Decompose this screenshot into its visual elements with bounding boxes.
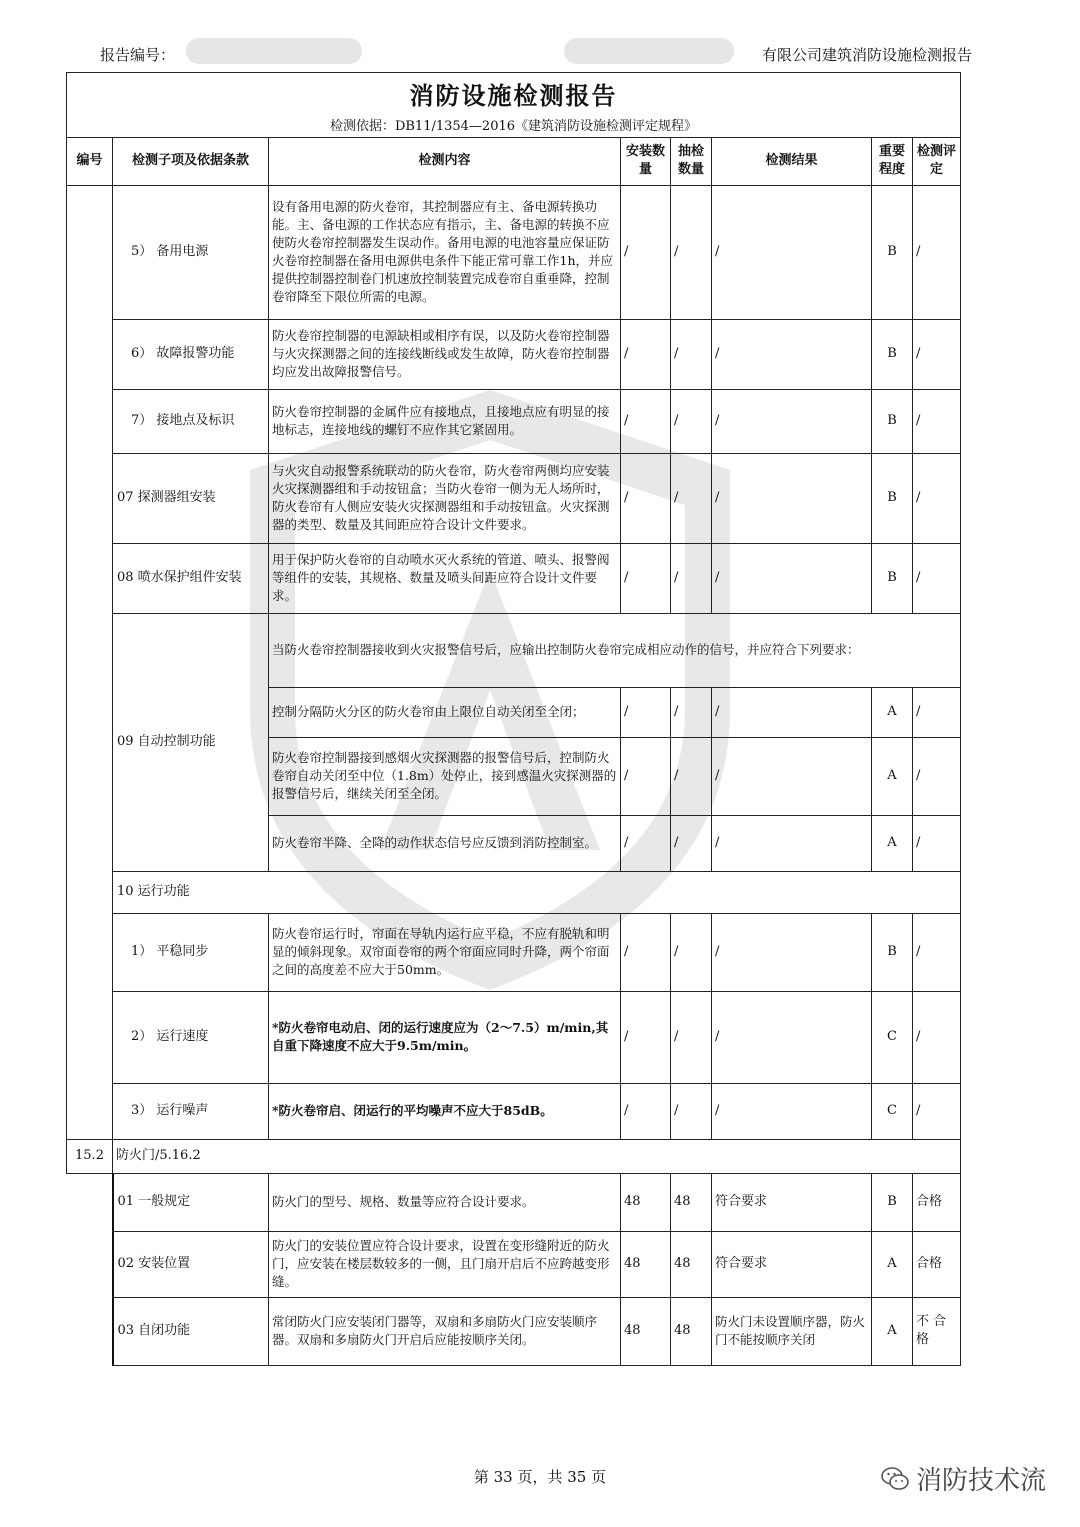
- item-cell: 08 喷水保护组件安装: [113, 543, 269, 613]
- sample-qty-cell: /: [671, 543, 712, 613]
- importance-cell: A: [872, 1231, 913, 1297]
- content-cell: *防火卷帘电动启、闭的运行速度应为（2～7.5）m/min,其自重下降速度不应大于9.5m/min。: [269, 991, 621, 1083]
- result-cell: /: [712, 389, 872, 453]
- report-title: 消防设施检测报告: [67, 73, 961, 117]
- importance-cell: B: [872, 913, 913, 991]
- wechat-icon: [880, 1465, 910, 1493]
- install-qty-cell: 48: [621, 1173, 671, 1231]
- importance-cell: B: [872, 543, 913, 613]
- table-row: [67, 913, 961, 991]
- sample-qty-cell: /: [671, 687, 712, 737]
- item-cell: 5） 备用电源: [113, 185, 269, 319]
- importance-cell: A: [872, 1297, 913, 1365]
- content-cell: *防火卷帘启、闭运行的平均噪声不应大于85dB。: [269, 1083, 621, 1139]
- section-no-cell: [67, 185, 113, 1139]
- item-cell: 7） 接地点及标识: [113, 389, 269, 453]
- evaluation-cell: 合格: [913, 1231, 961, 1297]
- evaluation-cell: /: [913, 1083, 961, 1139]
- importance-cell: A: [872, 687, 913, 737]
- item-cell: 2） 运行速度: [113, 991, 269, 1083]
- sample-qty-cell: 48: [671, 1173, 712, 1231]
- result-cell: /: [712, 913, 872, 991]
- evaluation-cell: /: [913, 815, 961, 871]
- evaluation-cell: /: [913, 453, 961, 543]
- content-cell: 防火卷帘半降、全降的动作状态信号应反馈到消防控制室。: [269, 815, 621, 871]
- brand-watermark: [880, 1460, 1046, 1497]
- table-row: [67, 1297, 961, 1365]
- result-cell: 符合要求: [712, 1173, 872, 1231]
- importance-cell: A: [872, 815, 913, 871]
- content-cell: 用于保护防火卷帘的自动喷水灭火系统的管道、喷头、报警阀等组件的安装，其规格、数量及喷头间距应符合设计文件要求。: [269, 543, 621, 613]
- content-intro-cell: 当防火卷帘控制器接收到火灾报警信号后，应输出控制防火卷帘完成相应动作的信号，并应符合下列要求：: [269, 613, 961, 687]
- item-cell: 01 一般规定: [113, 1173, 269, 1231]
- evaluation-cell: /: [913, 737, 961, 815]
- install-qty-cell: 48: [621, 1231, 671, 1297]
- table-row: [67, 1173, 961, 1231]
- result-cell: /: [712, 991, 872, 1083]
- content-cell: 防火门的型号、规格、数量等应符合设计要求。: [269, 1173, 621, 1231]
- sample-qty-cell: /: [671, 185, 712, 319]
- evaluation-cell: /: [913, 389, 961, 453]
- install-qty-cell: /: [621, 453, 671, 543]
- col-header-no: 编号: [67, 137, 113, 185]
- result-cell: /: [712, 319, 872, 389]
- sample-qty-cell: /: [671, 389, 712, 453]
- evaluation-cell: /: [913, 913, 961, 991]
- inspection-basis: 检测依据：DB11/1354—2016《建筑消防设施检测评定规程》: [67, 117, 961, 138]
- content-cell: 设有备用电源的防火卷帘，其控制器应有主、备电源转换功能。主、备电源的工作状态应有指示，主、备电源的转换不应使防火卷帘控制器发生误动作。备用电源的电池容量应保证防火卷帘控制器在备用电源供电条件下能正常可靠工作1h，并应提供控制器控制卷门机速放控制装置完成卷帘自重垂降，控制卷帘降至下限位所需的电源。: [269, 185, 621, 319]
- result-cell: 符合要求: [712, 1231, 872, 1297]
- sample-qty-cell: /: [671, 737, 712, 815]
- content-cell: 防火卷帘控制器的金属件应有接地点，且接地点应有明显的接地标志，连接地线的螺钉不应作其它紧固用。: [269, 389, 621, 453]
- install-qty-cell: /: [621, 737, 671, 815]
- content-cell: 常闭防火门应安装闭门器等，双扇和多扇防火门应安装顺序器。双扇和多扇防火门开启后应能按顺序关闭。: [269, 1297, 621, 1365]
- result-cell: 防火门未设置顺序器，防火门不能按顺序关闭: [712, 1297, 872, 1365]
- result-cell: /: [712, 453, 872, 543]
- redacted-company-name: [564, 38, 734, 64]
- importance-cell: C: [872, 1083, 913, 1139]
- col-header-result: 检测结果: [712, 137, 872, 185]
- result-cell: /: [712, 687, 872, 737]
- install-qty-cell: /: [621, 815, 671, 871]
- table-row: [67, 991, 961, 1083]
- install-qty-cell: /: [621, 687, 671, 737]
- evaluation-cell: /: [913, 543, 961, 613]
- table-row: [67, 1231, 961, 1297]
- report-number-label: 报告编号：: [100, 46, 176, 64]
- install-qty-cell: /: [621, 1083, 671, 1139]
- evaluation-cell: /: [913, 185, 961, 319]
- result-cell: /: [712, 737, 872, 815]
- sample-qty-cell: 48: [671, 1231, 712, 1297]
- inspection-table: [66, 72, 961, 1366]
- sample-qty-cell: /: [671, 913, 712, 991]
- importance-cell: A: [872, 737, 913, 815]
- col-header-install-qty: 安装数量: [621, 137, 671, 185]
- item-cell: 03 自闭功能: [113, 1297, 269, 1365]
- sample-qty-cell: /: [671, 815, 712, 871]
- col-header-content: 检测内容: [269, 137, 621, 185]
- section-title: 防火门/5.16.2: [113, 1139, 961, 1173]
- col-header-importance: 重要程度: [872, 137, 913, 185]
- table-header-row: [67, 137, 961, 185]
- sample-qty-cell: /: [671, 991, 712, 1083]
- importance-cell: B: [872, 185, 913, 319]
- sample-qty-cell: /: [671, 1083, 712, 1139]
- importance-cell: B: [872, 319, 913, 389]
- importance-cell: B: [872, 1173, 913, 1231]
- content-cell: 防火门的安装位置应符合设计要求，设置在变形缝附近的防火门，应安装在楼层数较多的一侧，且门扇开启后不应跨越变形缝。: [269, 1231, 621, 1297]
- importance-cell: B: [872, 389, 913, 453]
- sample-qty-cell: 48: [671, 1297, 712, 1365]
- install-qty-cell: /: [621, 319, 671, 389]
- install-qty-cell: /: [621, 185, 671, 319]
- table-row: [67, 185, 961, 319]
- content-cell: 与火灾自动报警系统联动的防火卷帘，防火卷帘两侧均应安装火灾探测器组和手动按钮盒；当防火卷帘一侧为无人场所时，防火卷帘有人侧应安装火灾探测器组和手动按钮盒。火灾探测器的类型、数量及其间距应符合设计文件要求。: [269, 453, 621, 543]
- evaluation-cell: 不 合格: [913, 1297, 961, 1365]
- content-cell: 控制分隔防火分区的防火卷帘由上限位自动关闭至全闭；: [269, 687, 621, 737]
- company-report-name: 有限公司建筑消防设施检测报告: [761, 46, 972, 64]
- section-header-row: [67, 1139, 961, 1173]
- content-cell: 防火卷帘运行时，帘面在导轨内运行应平稳，不应有脱轨和明显的倾斜现象。双帘面卷帘的两个帘面应同时升降，两个帘面之间的高度差不应大于50mm。: [269, 913, 621, 991]
- table-row: [67, 543, 961, 613]
- evaluation-cell: /: [913, 991, 961, 1083]
- table-row: [67, 1083, 961, 1139]
- col-header-item: 检测子项及依据条款: [113, 137, 269, 185]
- install-qty-cell: /: [621, 389, 671, 453]
- section-no-cell: [67, 1173, 113, 1365]
- result-cell: /: [712, 543, 872, 613]
- evaluation-cell: /: [913, 319, 961, 389]
- install-qty-cell: /: [621, 991, 671, 1083]
- install-qty-cell: /: [621, 543, 671, 613]
- col-header-evaluation: 检测评定: [913, 137, 961, 185]
- evaluation-cell: /: [913, 687, 961, 737]
- evaluation-cell: 合格: [913, 1173, 961, 1231]
- result-cell: /: [712, 185, 872, 319]
- install-qty-cell: /: [621, 913, 671, 991]
- subsection-title-cell: 10 运行功能: [113, 871, 961, 913]
- section-no: 15.2: [67, 1139, 113, 1173]
- item-cell: 09 自动控制功能: [113, 613, 269, 871]
- content-cell: 防火卷帘控制器的电源缺相或相序有误，以及防火卷帘控制器与火灾探测器之间的连接线断线或发生故障，防火卷帘控制器均应发出故障报警信号。: [269, 319, 621, 389]
- importance-cell: C: [872, 991, 913, 1083]
- item-cell: 1） 平稳同步: [113, 913, 269, 991]
- brand-name: 消防技术流: [915, 1466, 1046, 1496]
- page-number: 第 33 页，共 35 页: [473, 1468, 607, 1486]
- table-row: [67, 871, 961, 913]
- redacted-report-number: [186, 38, 362, 64]
- item-cell: 07 探测器组安装: [113, 453, 269, 543]
- table-row: [67, 453, 961, 543]
- result-cell: /: [712, 1083, 872, 1139]
- sample-qty-cell: /: [671, 319, 712, 389]
- importance-cell: B: [872, 453, 913, 543]
- sample-qty-cell: /: [671, 453, 712, 543]
- table-row: [67, 319, 961, 389]
- install-qty-cell: 48: [621, 1297, 671, 1365]
- col-header-sample-qty: 抽检数量: [671, 137, 712, 185]
- item-cell: 3） 运行噪声: [113, 1083, 269, 1139]
- item-cell: 02 安装位置: [113, 1231, 269, 1297]
- item-cell: 6） 故障报警功能: [113, 319, 269, 389]
- result-cell: /: [712, 815, 872, 871]
- table-row: [67, 389, 961, 453]
- content-cell: 防火卷帘控制器接到感烟火灾探测器的报警信号后，控制防火卷帘自动关闭至中位（1.8m）处停止，接到感温火灾探测器的报警信号后，继续关闭至全闭。: [269, 737, 621, 815]
- table-row: [67, 613, 961, 687]
